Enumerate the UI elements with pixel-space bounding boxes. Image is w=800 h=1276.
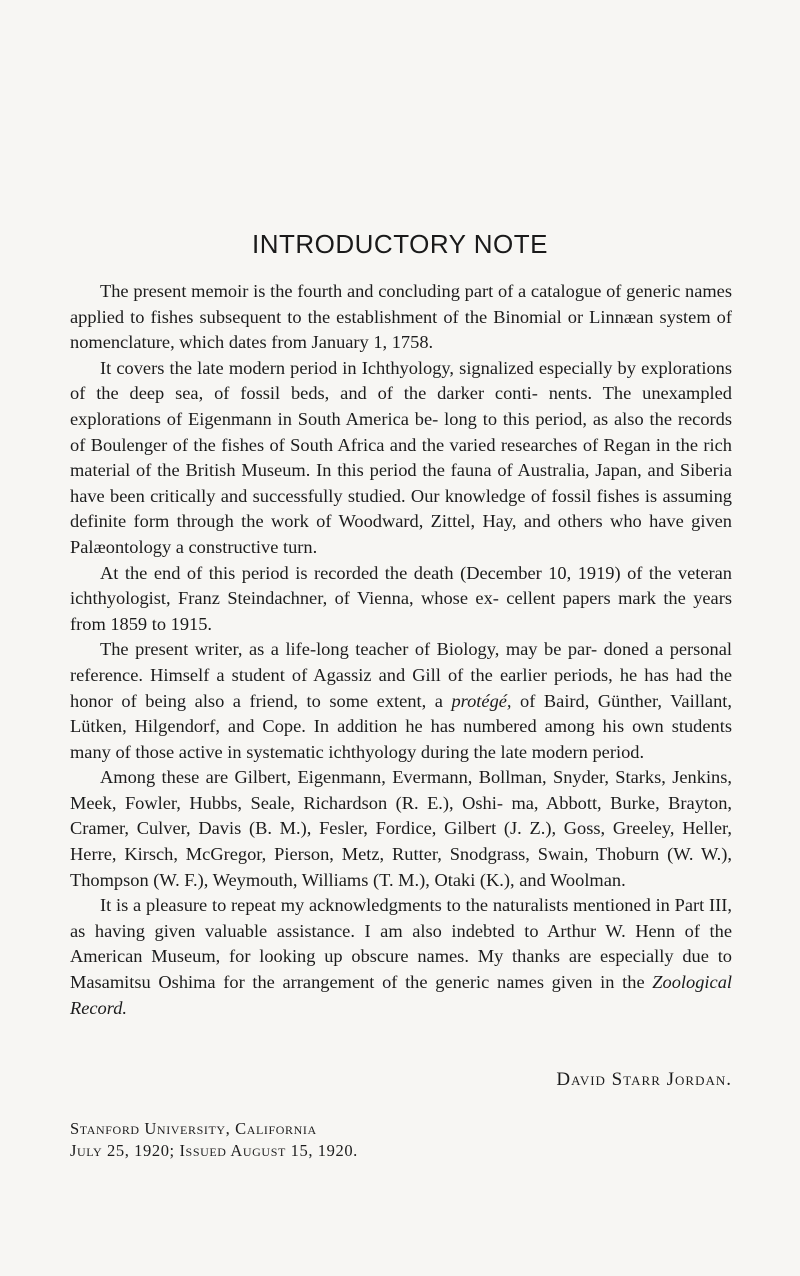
author-signature: David Starr Jordan. xyxy=(556,1069,732,1090)
paragraph-4 xyxy=(70,637,732,765)
paragraph-4-text-b: of Baird, Günther, Vaillant, Lütken, Hilgendorf, and Cope. In addition he has numbered among his own students many of those active in systematic ichthyology during the late modern period. xyxy=(70,690,732,762)
paragraph-1: The present memoir is the fourth and concluding part of a catalogue of generic names applied to fishes subsequent to the establishment of the Binomial or Linnæan system of nomenclature, which dates from January 1, 1758. xyxy=(70,281,732,353)
paragraph-6-italic: Zoological Record. xyxy=(70,972,732,1018)
paragraph-5: Among these are Gilbert, Eigenmann, Evermann, Bollman, Snyder, Starks, Jenkins, Meek, Fowler, Hubbs, Seale, Richardson (R. E.), Oshi- ma, Abbott, Burke, Brayton, Cramer, Culver, Davis (B. M.), Fesler, Fordice, Gilbert (J. Z.), Goss, Greeley, Heller, Herre, Kirsch, McGregor, Pierson, Metz, Rutter, Snodgrass, Swain, Thoburn (W. W.), Thompson (W. F.), Weymouth, Williams (T. M.), Otaki (K.), and Woolman. xyxy=(70,767,732,890)
page-title: INTRODUCTORY NOTE xyxy=(252,229,548,259)
paragraph-2: It covers the late modern period in Ichthyology, signalized especially by explorations of the deep sea, of fossil beds, and of the darker conti- nents. The unexampled explorations of Eigenmann in South America be- long to this period, as also the records of Boulenger of the fishes of South Africa and the varied researches of Regan in the rich material of the British Museum. In this period the fauna of Australia, Japan, and Siberia have been critically and successfully studied. Our knowledge of fossil fishes is assuming definite form through the work of Woodward, Zittel, Hay, and others who have given Palæontology a constructive turn. xyxy=(70,357,732,557)
paragraph-4-text-a: The present writer, as a life-long teacher of Biology, may be par- doned a personal reference. Himself a student of Agassiz and Gill of the earlier periods, he has had the honor of being also a friend, to some extent, a xyxy=(70,639,732,711)
paragraph-6-text: It is a pleasure to repeat my acknowledgments to the naturalists mentioned in Part III, as having given valuable assistance. I am also indebted to Arthur W. Henn of the American Museum, for looking up obscure names. My thanks are especially due to Masamitsu Oshima for the arrangement of the generic names given in the xyxy=(70,895,732,993)
affiliation-line-2: July 25, 1920; Issued August 15, 1920. xyxy=(70,1141,358,1160)
affiliation-line-1: Stanford University, California xyxy=(70,1119,317,1138)
affiliation-block xyxy=(70,1118,358,1162)
paragraph-3: At the end of this period is recorded the death (December 10, 1919) of the veteran ichthyologist, Franz Steindachner, of Vienna, whose ex- cellent papers mark the years from 1859 to 1915. xyxy=(70,562,732,634)
paragraph-4-italic: protégé, xyxy=(451,690,512,711)
body-text xyxy=(70,279,732,1021)
paragraph-6 xyxy=(70,893,732,1021)
